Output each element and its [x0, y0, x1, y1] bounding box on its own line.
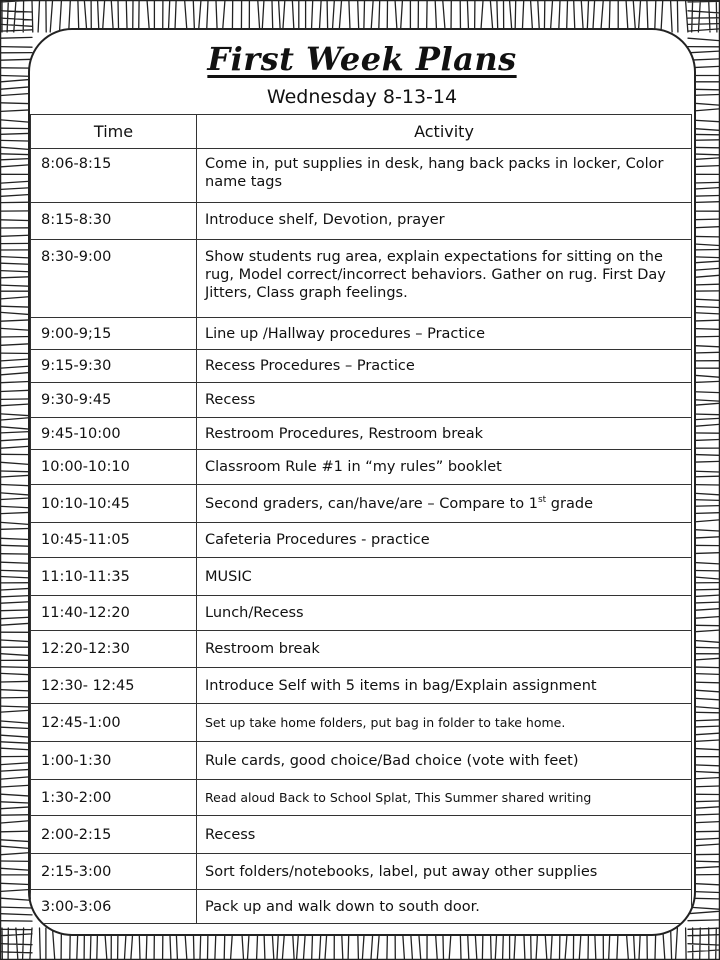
table-row	[31, 816, 692, 854]
activity-cell: Line up /Hallway procedures – Practice	[197, 318, 692, 350]
time-cell: 9:00-9;15	[31, 318, 197, 350]
activity-cell: Pack up and walk down to south door.	[197, 890, 692, 924]
table-row	[31, 350, 692, 383]
time-cell: 2:15-3:00	[31, 854, 197, 890]
table-row	[31, 450, 692, 485]
table-row	[31, 523, 692, 558]
activity-cell: Restroom break	[197, 631, 692, 668]
activity-cell: Rule cards, good choice/Bad choice (vote with feet)	[197, 742, 692, 780]
activity-cell: Lunch/Recess	[197, 596, 692, 631]
time-cell: 12:20-12:30	[31, 631, 197, 668]
table-row	[31, 890, 692, 924]
time-cell: 12:30- 12:45	[31, 668, 197, 704]
table-row	[31, 596, 692, 631]
page-title: First Week Plans	[207, 40, 517, 78]
time-cell: 8:30-9:00	[31, 240, 197, 318]
activity-cell: Cafeteria Procedures - practice	[197, 523, 692, 558]
time-cell: 1:30-2:00	[31, 780, 197, 816]
activity-cell: Show students rug area, explain expectations for sitting on the rug, Model correct/incorrect behaviors. Gather on rug. First Day Jitters, Class graph feelings.	[197, 240, 692, 318]
time-cell: 10:10-10:45	[31, 485, 197, 523]
activity-text: Second graders, can/have/are – Compare to 1	[205, 495, 538, 512]
time-cell: 11:10-11:35	[31, 558, 197, 596]
table-row	[31, 742, 692, 780]
activity-cell: Introduce Self with 5 items in bag/Explain assignment	[197, 668, 692, 704]
time-cell: 10:45-11:05	[31, 523, 197, 558]
activity-cell: Set up take home folders, put bag in folder to take home.	[197, 704, 692, 742]
table-header-row	[31, 115, 692, 149]
table-row	[31, 485, 692, 523]
header-time: Time	[31, 115, 197, 149]
table-row	[31, 854, 692, 890]
table-row	[31, 780, 692, 816]
time-cell: 9:15-9:30	[31, 350, 197, 383]
time-cell: 8:06-8:15	[31, 149, 197, 203]
time-cell: 9:45-10:00	[31, 418, 197, 450]
table-row	[31, 149, 692, 203]
time-cell: 9:30-9:45	[31, 383, 197, 418]
time-cell: 8:15-8:30	[31, 203, 197, 240]
page-subtitle: Wednesday 8-13-14	[266, 86, 458, 108]
activity-cell: Read aloud Back to School Splat, This Summer shared writing	[197, 780, 692, 816]
table-row	[31, 318, 692, 350]
activity-cell: Restroom Procedures, Restroom break	[197, 418, 692, 450]
table-row	[31, 558, 692, 596]
time-cell: 2:00-2:15	[31, 816, 197, 854]
header-activity: Activity	[197, 115, 692, 149]
table-row	[31, 418, 692, 450]
table-row	[31, 383, 692, 418]
activity-cell: Classroom Rule #1 in “my rules” booklet	[197, 450, 692, 485]
activity-cell: Recess	[197, 816, 692, 854]
schedule-table	[30, 114, 692, 924]
activity-text-tail: grade	[546, 495, 593, 512]
table-row	[31, 631, 692, 668]
time-cell: 12:45-1:00	[31, 704, 197, 742]
activity-cell	[197, 485, 692, 523]
activity-cell: Recess	[197, 383, 692, 418]
ordinal-suffix: st	[537, 494, 547, 505]
table-row	[31, 240, 692, 318]
activity-cell: Introduce shelf, Devotion, prayer	[197, 203, 692, 240]
time-cell: 1:00-1:30	[31, 742, 197, 780]
time-cell: 11:40-12:20	[31, 596, 197, 631]
table-row	[31, 203, 692, 240]
table-row	[31, 704, 692, 742]
table-row	[31, 668, 692, 704]
plan-sheet	[28, 28, 696, 936]
activity-cell: MUSIC	[197, 558, 692, 596]
activity-cell: Come in, put supplies in desk, hang back packs in locker, Color name tags	[197, 149, 692, 203]
time-cell: 3:00-3:06	[31, 890, 197, 924]
activity-cell: Sort folders/notebooks, label, put away other supplies	[197, 854, 692, 890]
time-cell: 10:00-10:10	[31, 450, 197, 485]
activity-cell: Recess Procedures – Practice	[197, 350, 692, 383]
